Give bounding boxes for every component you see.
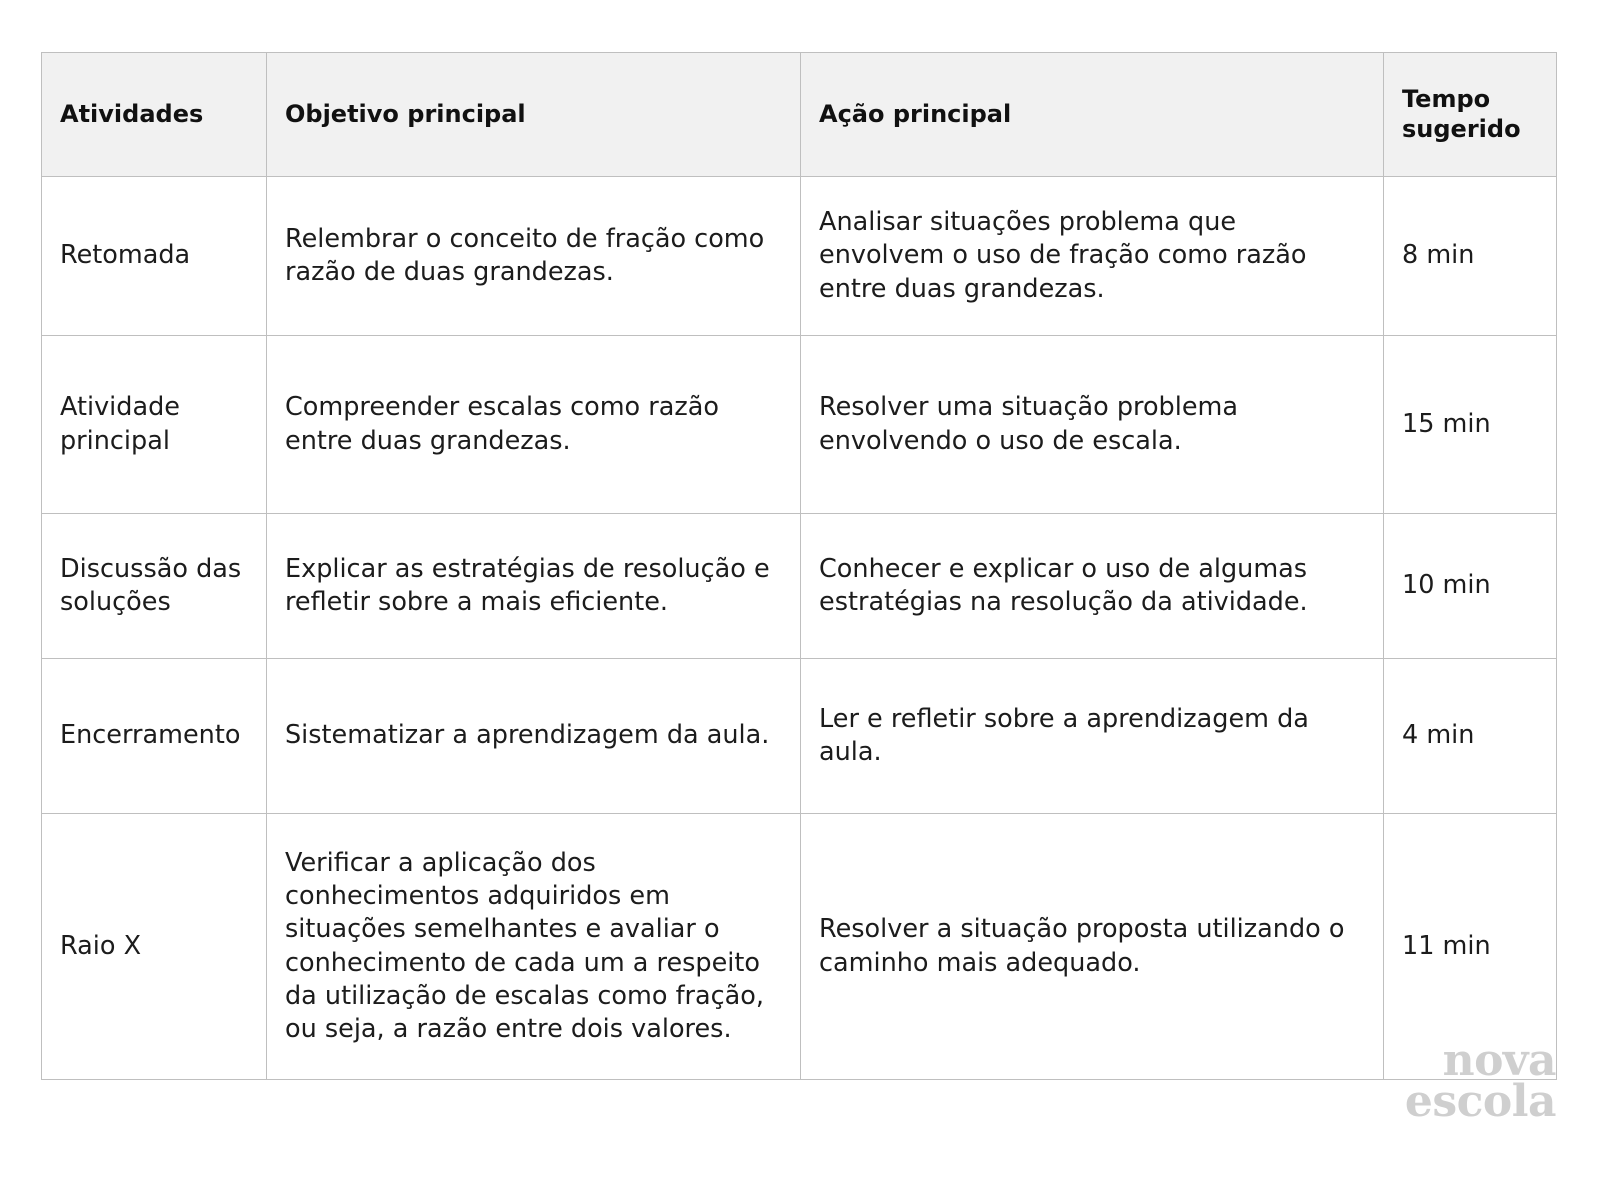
cell-objetivo: Explicar as estratégias de resolução e refletir sobre a mais eficiente. [267,514,801,659]
cell-atividade: Atividade principal [42,336,267,514]
table-body [42,177,1557,1087]
column-header-acao: Ação principal [801,53,1384,177]
cell-atividade: Raio X [42,814,267,1080]
activities-table-container [41,52,1556,1087]
cell-acao: Resolver uma situação problema envolvendo o uso de escala. [801,336,1384,514]
cell-tempo: 10 min [1384,514,1557,659]
cell-tempo: 4 min [1384,659,1557,814]
column-header-tempo-line-1: Tempo [1402,85,1491,114]
logo-line-escola: escola [1404,1075,1556,1127]
cell-atividade: Encerramento [42,659,267,814]
column-header-tempo [1384,53,1557,177]
cell-objetivo: Verificar a aplicação dos conhecimentos adquiridos em situações semelhantes e avaliar o conhecimento de cada um a respeito da utilização de escalas como fração, ou seja, a razão entre dois valores. [267,814,801,1080]
table-row [42,177,1557,336]
table-header [42,53,1557,177]
column-header-atividades: Atividades [42,53,267,177]
cell-acao: Ler e refletir sobre a aprendizagem da aula. [801,659,1384,814]
cell-acao: Resolver a situação proposta utilizando o caminho mais adequado. [801,814,1384,1080]
cell-atividade: Discussão das soluções [42,514,267,659]
table-row [42,336,1557,514]
cell-acao: Conhecer e explicar o uso de algumas estratégias na resolução da atividade. [801,514,1384,659]
activities-table [41,52,1557,1087]
cell-atividade: Retomada [42,177,267,336]
cell-objetivo: Compreender escalas como razão entre duas grandezas. [267,336,801,514]
cell-tempo: 8 min [1384,177,1557,336]
cell-tempo: 11 min [1384,814,1557,1080]
table-row [42,514,1557,659]
table-row [42,814,1557,1080]
table-header-row [42,53,1557,177]
column-header-objetivo: Objetivo principal [267,53,801,177]
cell-objetivo: Sistematizar a aprendizagem da aula. [267,659,801,814]
cell-tempo: 15 min [1384,336,1557,514]
logo-line-nova: nova [1442,1035,1556,1087]
cell-objetivo: Relembrar o conceito de fração como razão de duas grandezas. [267,177,801,336]
cell-acao: Analisar situações problema que envolvem o uso de fração como razão entre duas grandezas. [801,177,1384,336]
table-row [42,659,1557,814]
nova-escola-logo [1346,1035,1556,1127]
column-header-tempo-line-2: sugerido [1402,114,1521,143]
